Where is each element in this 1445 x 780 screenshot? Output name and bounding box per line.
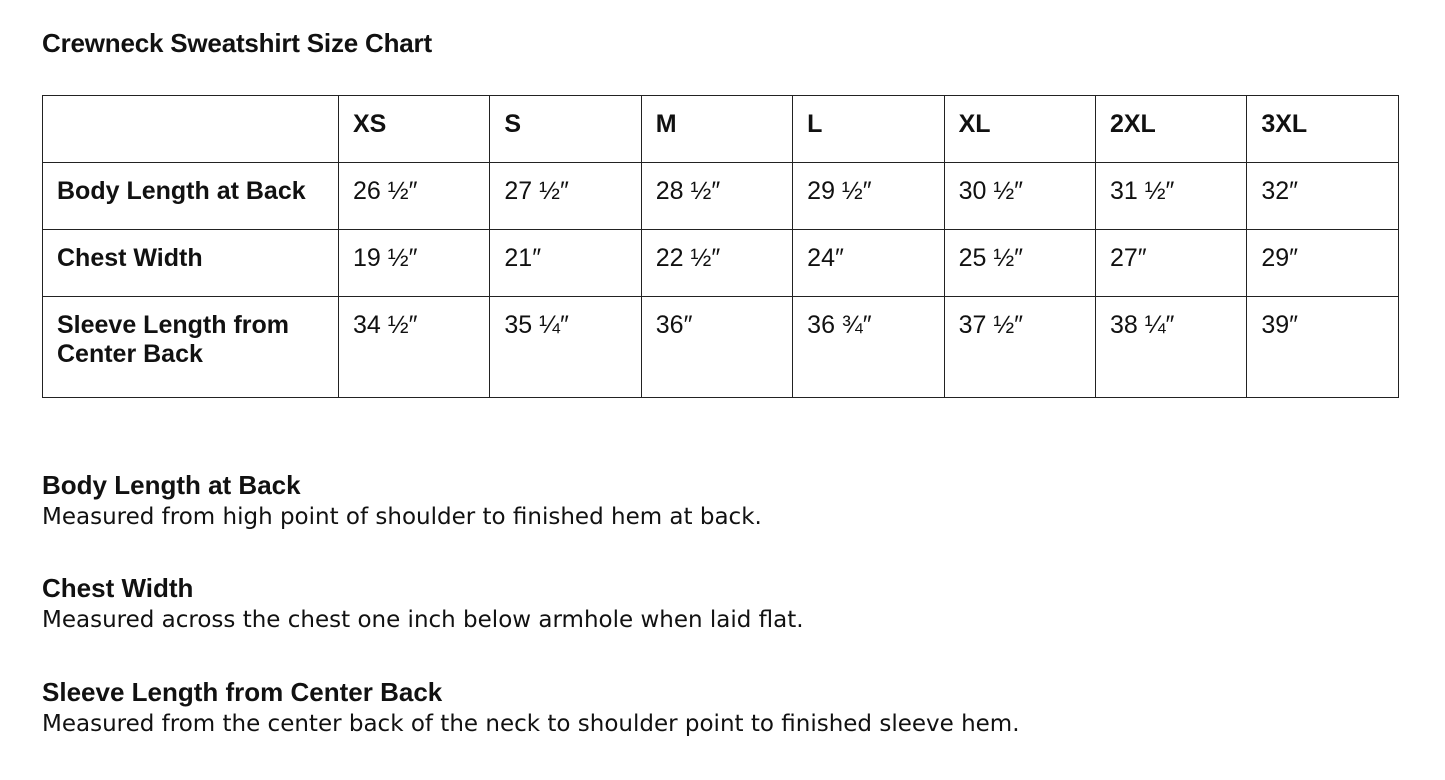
- measurement-cell: 39″: [1247, 297, 1398, 398]
- size-header: XL: [944, 96, 1095, 163]
- table-row: [43, 230, 1399, 297]
- measurement-cell: 35 ¼″: [490, 297, 641, 398]
- definition-title: Body Length at Back: [42, 470, 301, 500]
- definition-sleeve-length: [42, 676, 1020, 740]
- measurement-cell: 36 ¾″: [793, 297, 944, 398]
- size-header: S: [490, 96, 641, 163]
- table-row: [43, 163, 1399, 230]
- measurement-cell: 21″: [490, 230, 641, 297]
- measurement-cell: 34 ½″: [339, 297, 490, 398]
- measurement-cell: 30 ½″: [944, 163, 1095, 230]
- definition-text: Measured from the center back of the neck to shoulder point to finished sleeve hem.: [42, 711, 1020, 737]
- measurement-cell: 29″: [1247, 230, 1398, 297]
- measurement-cell: 31 ½″: [1095, 163, 1246, 230]
- definition-body-length: [42, 469, 762, 533]
- measurement-cell: 22 ½″: [641, 230, 792, 297]
- size-header: 2XL: [1095, 96, 1246, 163]
- definition-chest-width: [42, 572, 804, 636]
- measurement-cell: 24″: [793, 230, 944, 297]
- measurement-cell: 36″: [641, 297, 792, 398]
- size-header: M: [641, 96, 792, 163]
- row-label: Chest Width: [43, 230, 339, 297]
- measurement-cell: 26 ½″: [339, 163, 490, 230]
- measurement-cell: 32″: [1247, 163, 1398, 230]
- measurement-cell: 25 ½″: [944, 230, 1095, 297]
- definition-title: Chest Width: [42, 573, 194, 603]
- measurement-cell: 37 ½″: [944, 297, 1095, 398]
- measurement-cell: 29 ½″: [793, 163, 944, 230]
- measurement-cell: 38 ¼″: [1095, 297, 1246, 398]
- size-chart-table: [42, 95, 1399, 398]
- page-title: Crewneck Sweatshirt Size Chart: [42, 28, 432, 58]
- definition-title: Sleeve Length from Center Back: [42, 677, 443, 707]
- size-header: 3XL: [1247, 96, 1398, 163]
- measurement-cell: 27 ½″: [490, 163, 641, 230]
- row-label: Body Length at Back: [43, 163, 339, 230]
- measurement-cell: 28 ½″: [641, 163, 792, 230]
- measurement-cell: 27″: [1095, 230, 1246, 297]
- table-header-row: [43, 96, 1399, 163]
- header-corner-cell: [43, 96, 339, 163]
- measurement-cell: 19 ½″: [339, 230, 490, 297]
- definition-text: Measured across the chest one inch below armhole when laid flat.: [42, 607, 804, 633]
- size-header: L: [793, 96, 944, 163]
- table-row: [43, 297, 1399, 398]
- size-header: XS: [339, 96, 490, 163]
- definition-text: Measured from high point of shoulder to finished hem at back.: [42, 504, 762, 530]
- row-label: Sleeve Length from Center Back: [43, 297, 339, 398]
